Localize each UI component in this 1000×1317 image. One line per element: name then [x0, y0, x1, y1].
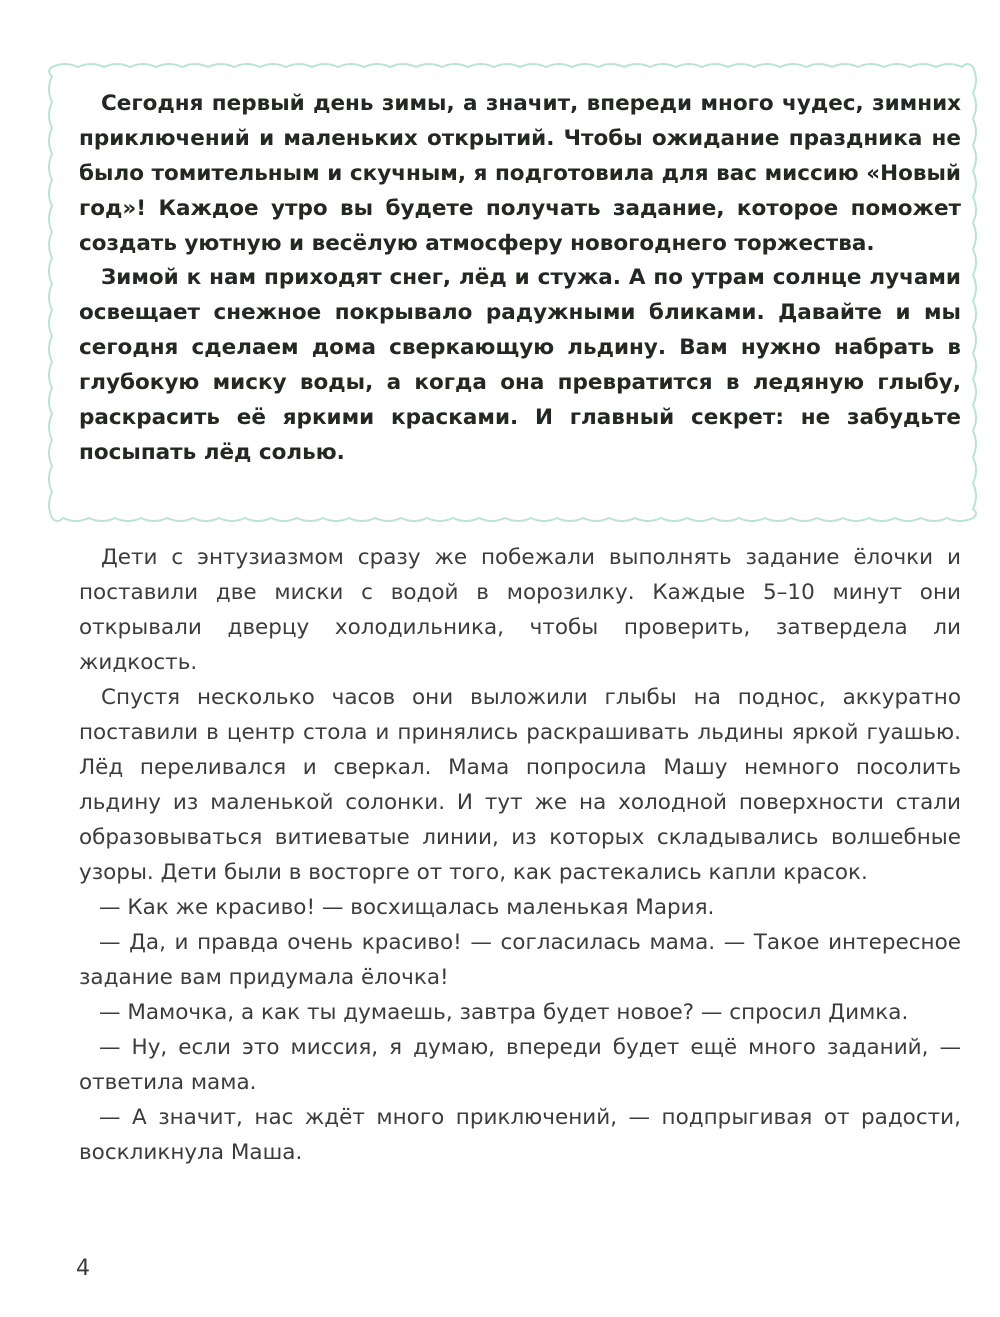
story-paragraph: Спустя несколько часов они выложили глыбы на поднос, аккуратно поставили в центр стола и принялись раскрашивать льдины яркой гуашью. Лёд переливался и сверкал. Мама попросила Машу немного посолить льдину из маленькой солонки. И тут же на холодной поверхности стали образовываться витиеватые линии, из которых складывались волшебные узоры. Дети были в восторге от того, как растекались капли красок.: [79, 685, 961, 885]
letter-text: [79, 86, 961, 469]
page-number: 4: [76, 1256, 90, 1281]
dialogue-line: — Да, и правда очень красиво! — согласилась мама. — Такое интересное задание вам придумала ёлочка!: [79, 930, 961, 990]
dialogue-line: — Мамочка, а как ты думаешь, завтра будет новое? — спросил Димка.: [99, 1000, 909, 1025]
dialogue-line: — А значит, нас ждёт много приключений, — подпрыгивая от радости, воскликнула Маша.: [79, 1105, 961, 1165]
dialogue-line: — Ну, если это миссия, я думаю, впереди будет ещё много заданий, — ответила мама.: [79, 1035, 961, 1095]
story-paragraph: Дети с энтузиазмом сразу же побежали выполнять задание ёлочки и поставили две миски с водой в морозилку. Каждые 5–10 минут они открывали дверцу холодильника, чтобы проверить, затвердела ли жидкость.: [79, 545, 961, 675]
story-text: [79, 540, 961, 1170]
dialogue-line: — Как же красиво! — восхищалась маленькая Мария.: [99, 895, 715, 920]
letter-paragraph: Сегодня первый день зимы, а значит, впереди много чудес, зимних приключений и маленьких открытий. Чтобы ожидание праздника не было томительным и скучным, я подготовила для вас миссию «Новый год»! Каждое утро вы будете получать задание, которое поможет создать уютную и весёлую атмосферу новогоднего торжества.: [79, 91, 961, 256]
letter-paragraph: Зимой к нам приходят снег, лёд и стужа. А по утрам солнце лучами освещает снежное покрывало радужными бликами. Давайте и мы сегодня сделаем дома сверкающую льдину. Вам нужно набрать в глубокую миску воды, а когда она превратится в ледяную глыбу, раскрасить её яркими красками. И главный секрет: не забудьте посыпать лёд солью.: [79, 265, 961, 465]
